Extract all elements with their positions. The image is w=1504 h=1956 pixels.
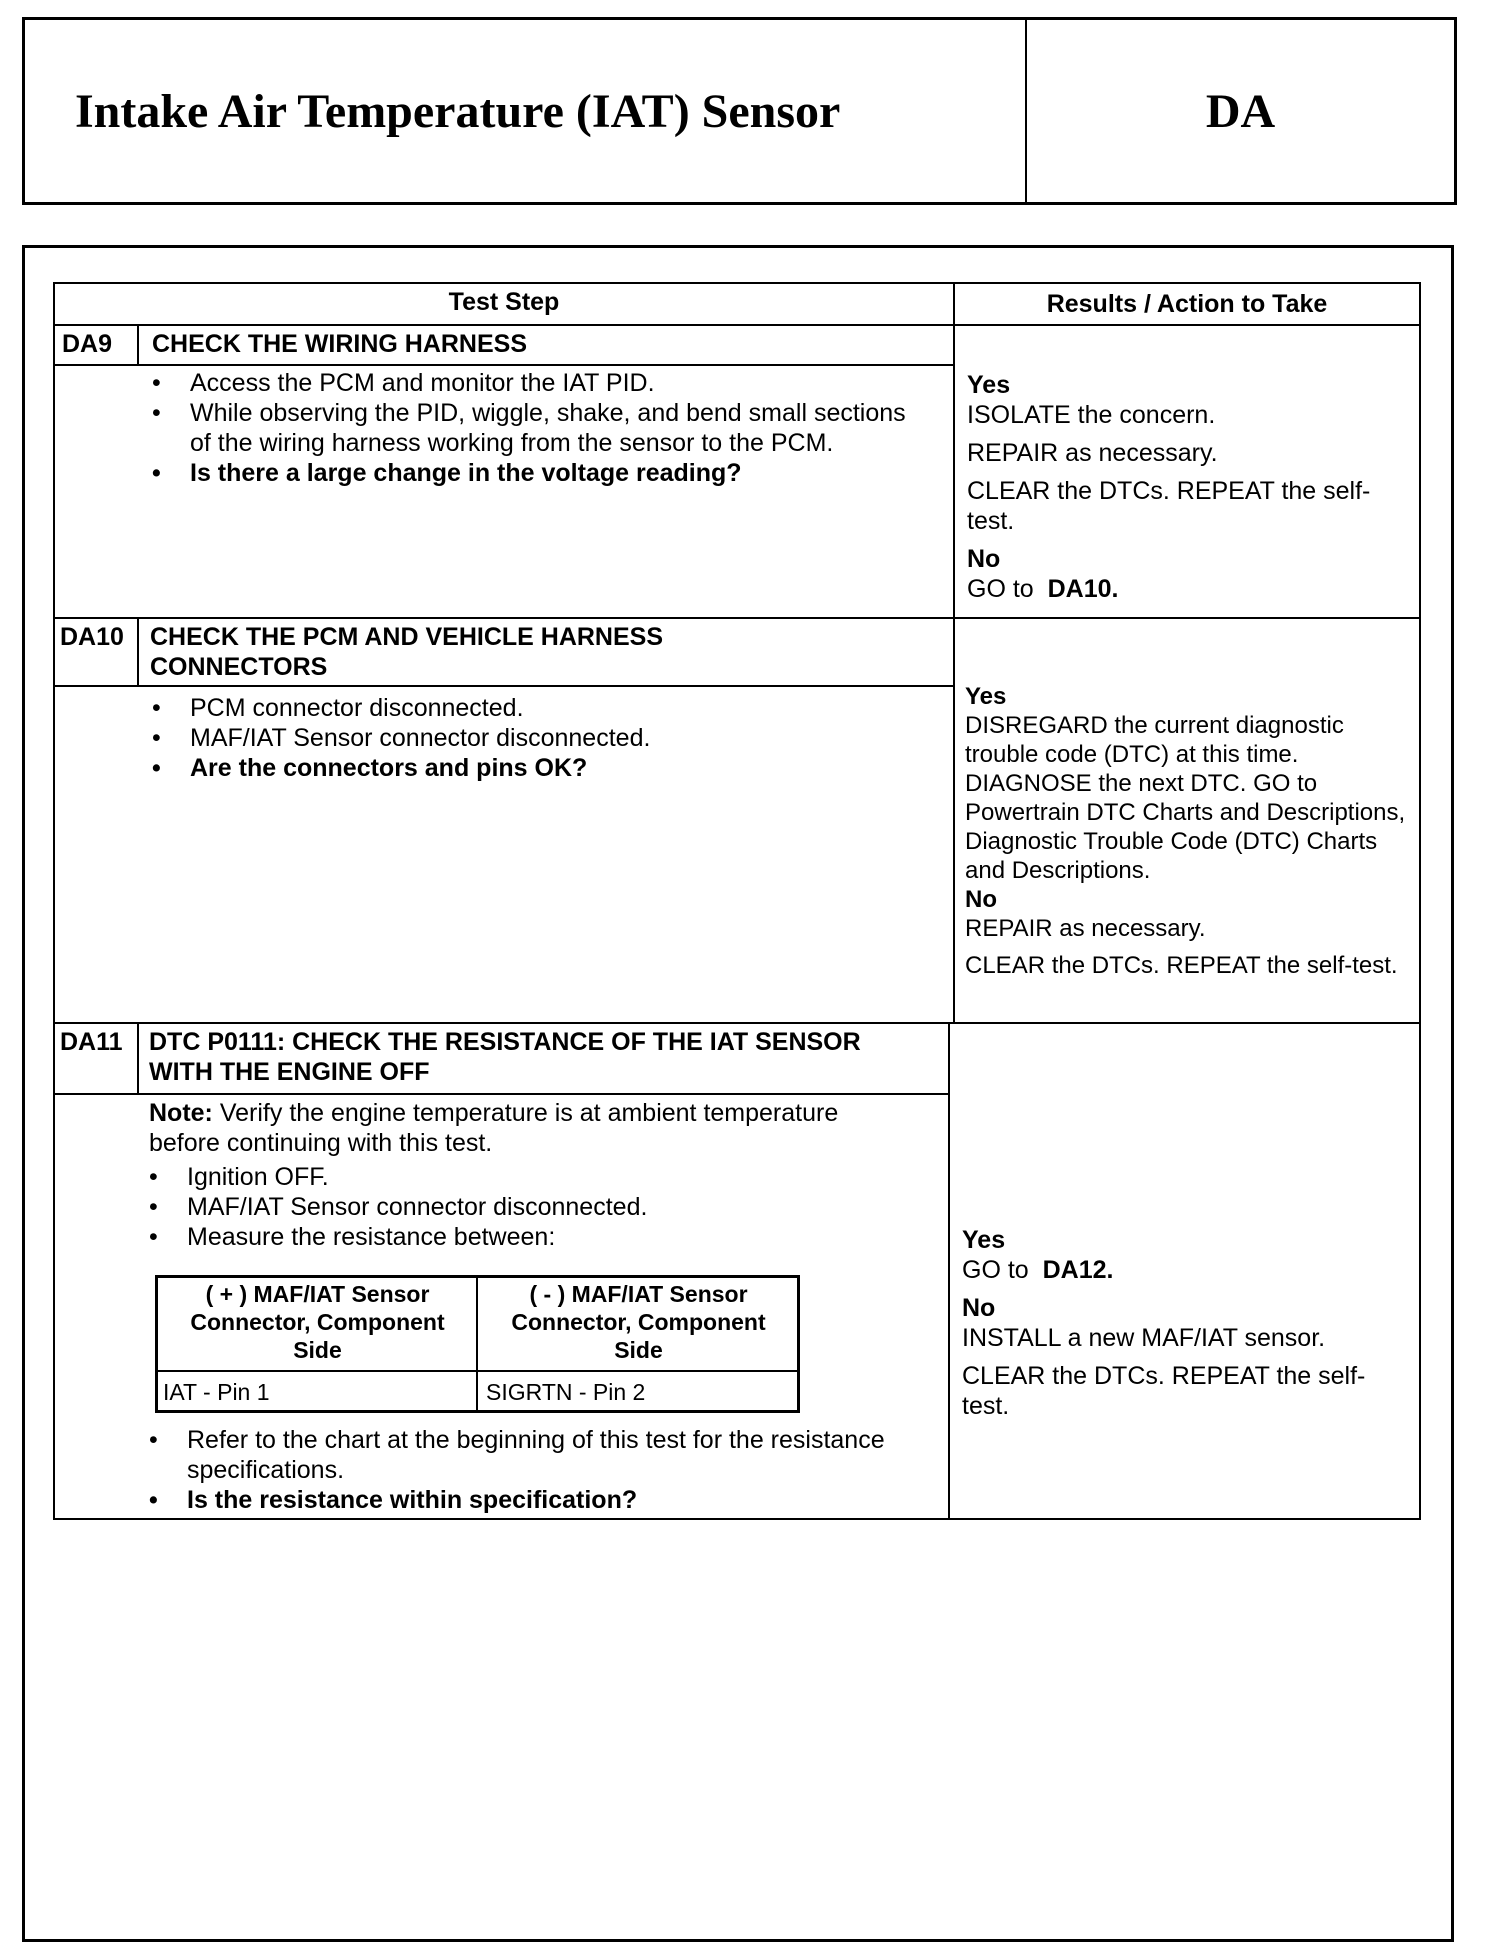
no-label: No — [967, 545, 1001, 573]
step-instructions — [148, 368, 928, 488]
divider — [953, 282, 955, 1022]
result-text: REPAIR as necessary. — [967, 439, 1218, 467]
step-title: DTC P0111: CHECK THE RESISTANCE OF THE IAT SENSOR WITH THE ENGINE OFF — [149, 1028, 861, 1086]
divider — [137, 617, 139, 685]
step-question: • Is the resistance within specification? — [145, 1485, 885, 1515]
step-id: DA9 — [62, 330, 113, 358]
divider — [476, 1275, 478, 1413]
divider — [155, 1370, 800, 1372]
divider — [1419, 282, 1421, 1520]
yes-label: Yes — [962, 1226, 1006, 1254]
divider — [53, 1022, 1421, 1024]
page-title: Intake Air Temperature (IAT) Sensor — [75, 84, 841, 138]
divider — [137, 324, 139, 364]
instruction-item: • Measure the resistance between: — [145, 1222, 925, 1252]
result-text: CLEAR the DTCs. REPEAT the self-test. — [965, 952, 1398, 979]
divider — [53, 282, 1421, 284]
step-title: CHECK THE PCM AND VEHICLE HARNESS CONNECTORS — [150, 623, 664, 681]
pin-cell: IAT - Pin 1 — [163, 1379, 270, 1405]
step-instructions — [148, 693, 928, 783]
step-note — [149, 1098, 909, 1158]
result-text: INSTALL a new MAF/IAT sensor. — [962, 1324, 1326, 1352]
instruction-item: • Access the PCM and monitor the IAT PID. — [148, 368, 928, 398]
column-header-test-step: Test Step — [448, 288, 560, 316]
divider — [137, 1022, 139, 1093]
step-title: CHECK THE WIRING HARNESS — [152, 330, 528, 358]
step-results — [967, 370, 1412, 604]
step-question: • Is there a large change in the voltage reading? — [148, 458, 928, 488]
result-text: ISOLATE the concern. — [967, 401, 1216, 429]
pin-cell: SIGRTN - Pin 2 — [486, 1379, 646, 1405]
divider — [53, 324, 1421, 326]
result-text: CLEAR the DTCs. REPEAT the self-test. — [967, 477, 1371, 535]
divider — [53, 685, 955, 687]
note-label: Note: — [149, 1099, 213, 1127]
result-text: DISREGARD the current diagnostic trouble code (DTC) at this time. — [965, 712, 1344, 768]
instruction-item: • MAF/IAT Sensor connector disconnected. — [145, 1192, 925, 1222]
step-instructions — [145, 1425, 885, 1515]
step-results — [962, 1225, 1412, 1421]
pin-header-negative: ( - ) MAF/IAT Sensor Connector, Component Side — [511, 1281, 766, 1363]
instruction-item: • PCM connector disconnected. — [148, 693, 928, 723]
no-label: No — [965, 886, 997, 913]
divider — [53, 364, 955, 366]
section-code: DA — [1205, 84, 1276, 138]
step-link[interactable]: DA10. — [1047, 575, 1119, 603]
instruction-item: • MAF/IAT Sensor connector disconnected. — [148, 723, 928, 753]
result-text: GO to DA10. — [967, 575, 1119, 603]
step-id: DA11 — [60, 1028, 123, 1056]
step-question: • Are the connectors and pins OK? — [148, 753, 928, 783]
divider — [53, 1093, 950, 1095]
divider — [53, 1518, 1421, 1520]
no-label: No — [962, 1294, 996, 1322]
result-text: REPAIR as necessary. — [965, 915, 1206, 942]
yes-label: Yes — [967, 371, 1011, 399]
result-text: GO to DA12. — [962, 1256, 1114, 1284]
instruction-item: • While observing the PID, wiggle, shake, and bend small sections of the wiring harness working from the sensor to the PCM. — [148, 398, 928, 458]
step-results — [965, 682, 1415, 980]
divider — [948, 1022, 950, 1520]
yes-label: Yes — [965, 683, 1007, 710]
divider — [53, 282, 55, 1520]
step-link[interactable]: DA12. — [1042, 1256, 1114, 1284]
instruction-item: • Ignition OFF. — [145, 1162, 925, 1192]
column-header-results: Results / Action to Take — [1046, 290, 1328, 318]
step-instructions — [145, 1162, 925, 1252]
divider — [53, 617, 1421, 619]
instruction-item: • Refer to the chart at the beginning of this test for the resistance specifications. — [145, 1425, 885, 1485]
result-text: CLEAR the DTCs. REPEAT the self-test. — [962, 1362, 1366, 1420]
page-header — [22, 17, 1457, 205]
note-text: Verify the engine temperature is at ambient temperature before continuing with this test. — [149, 1099, 839, 1157]
result-text: DIAGNOSE the next DTC. GO to Powertrain DTC Charts and Descriptions, Diagnostic Trouble Code (DTC) Charts and Descriptions. — [965, 770, 1406, 884]
pin-header-positive: ( + ) MAF/IAT Sensor Connector, Component Side — [190, 1281, 445, 1363]
step-id: DA10 — [60, 623, 124, 651]
